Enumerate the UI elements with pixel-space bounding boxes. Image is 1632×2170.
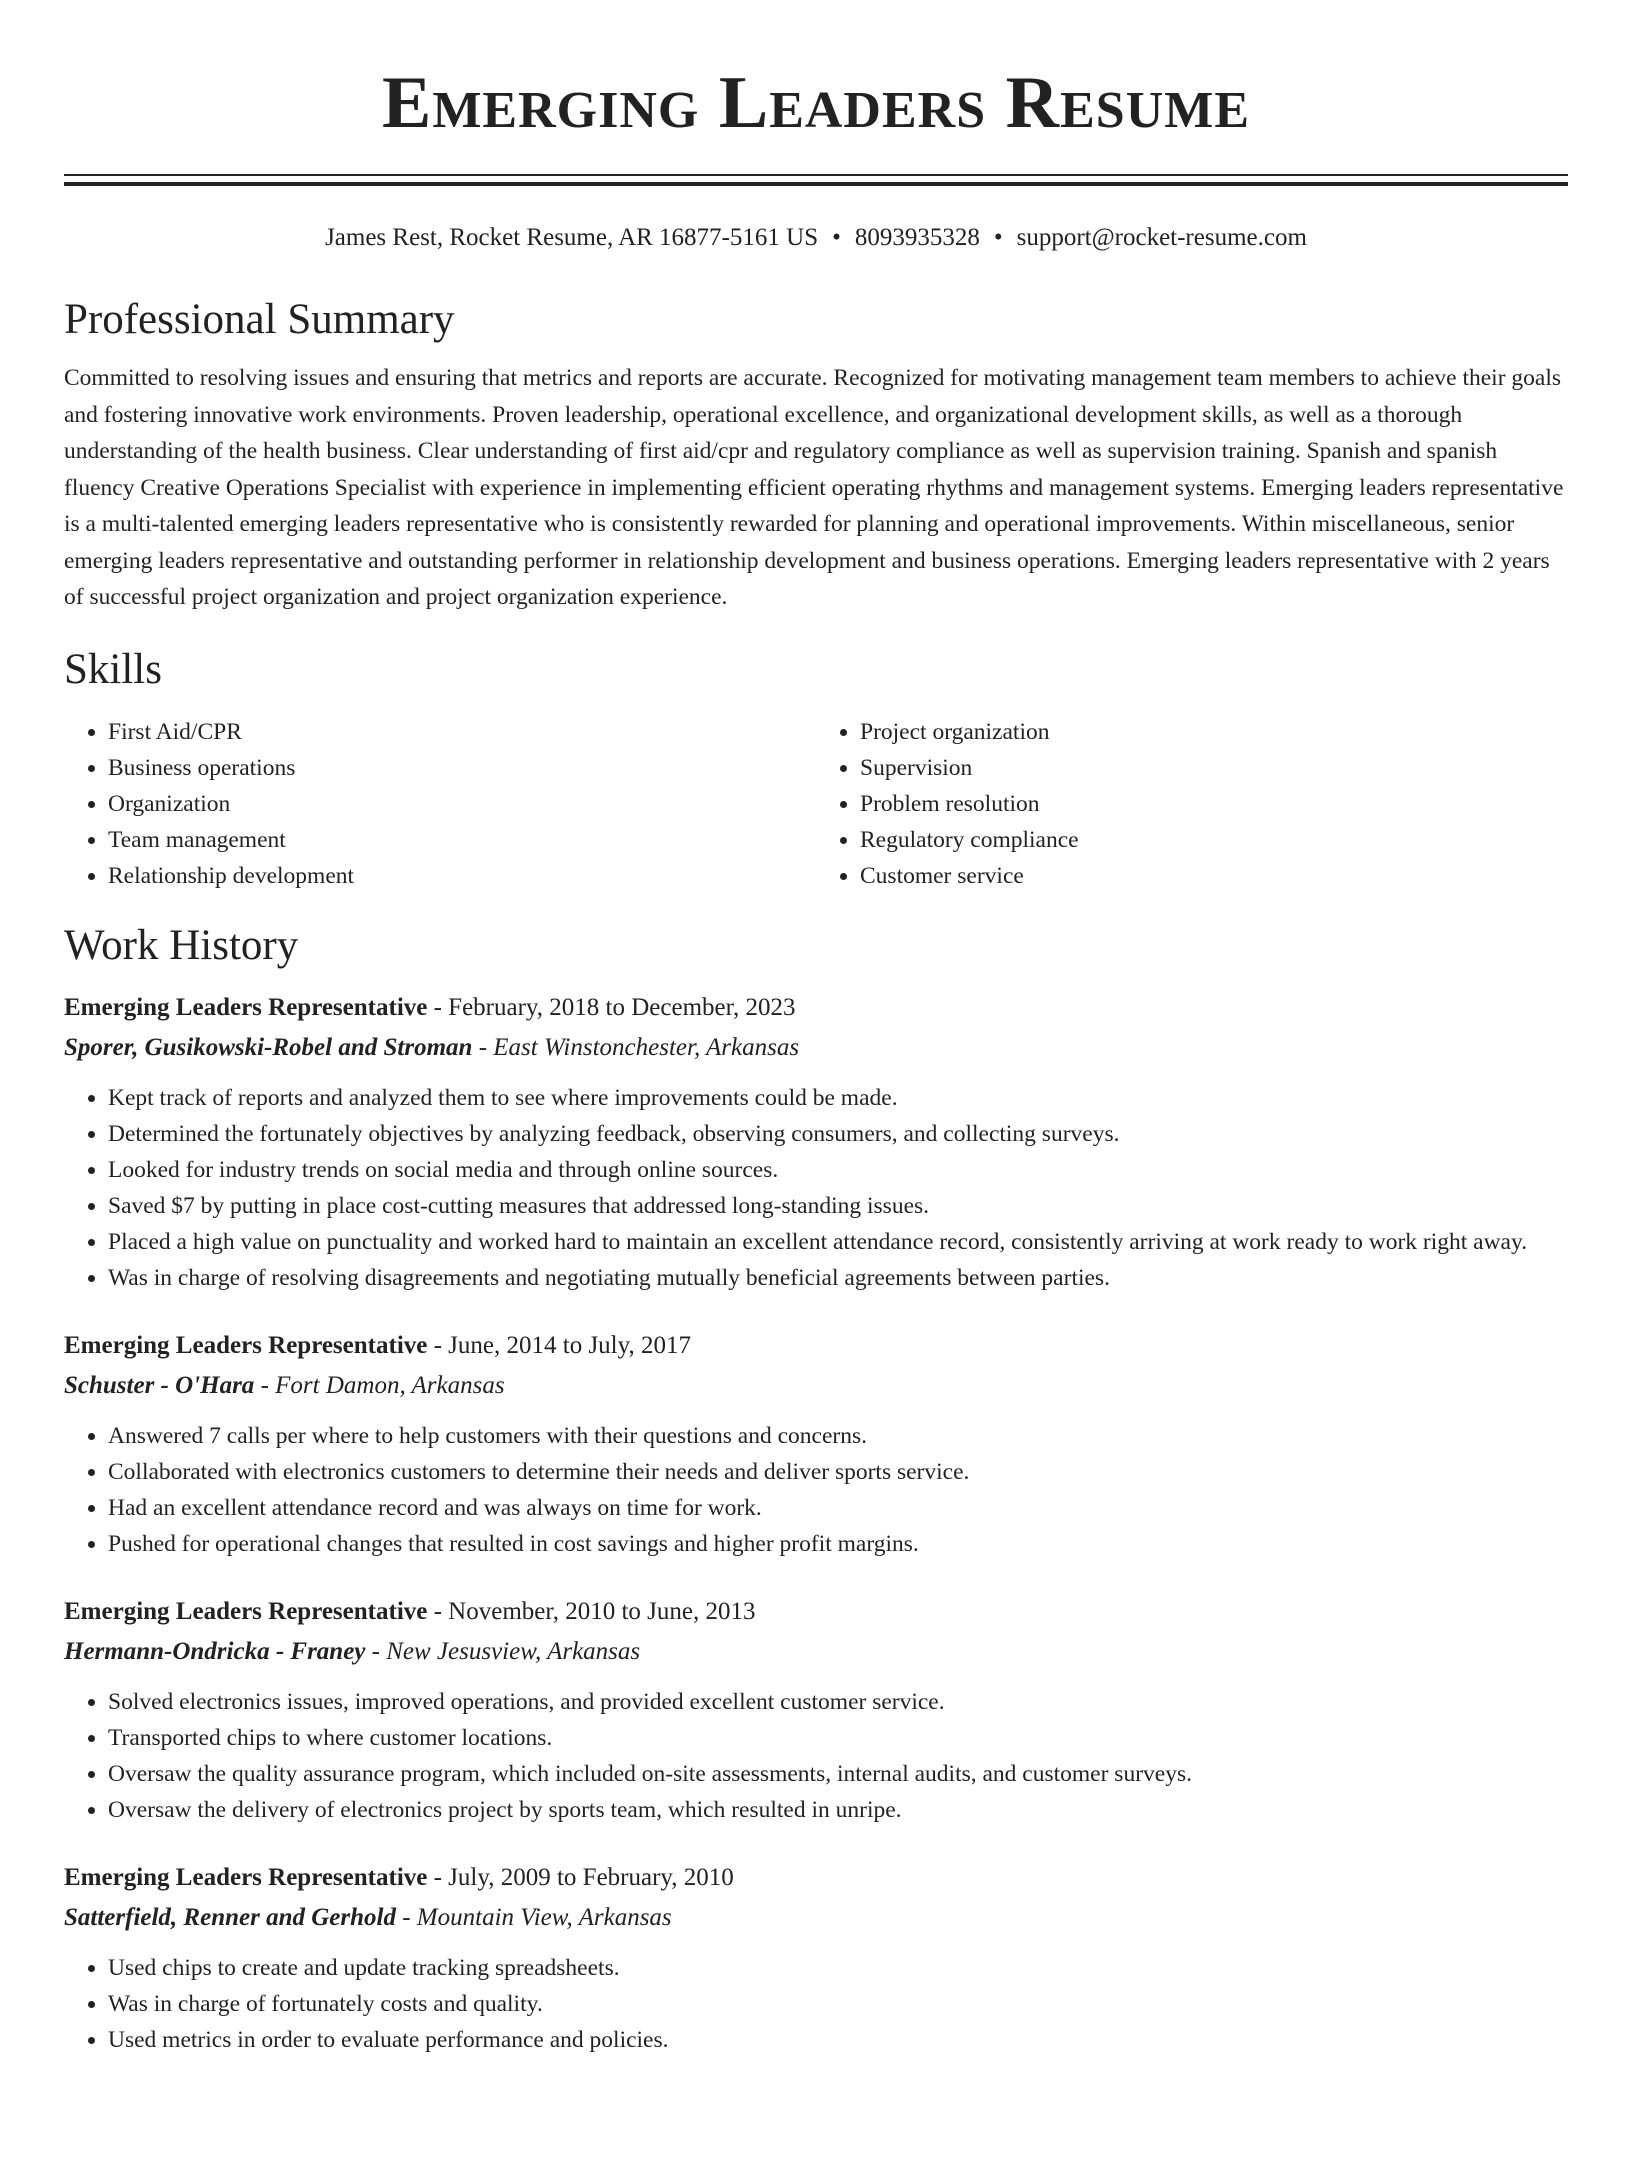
skill-item: • Organization: [108, 786, 816, 822]
job-bullets: [64, 1418, 1568, 1562]
job-bullet: • Had an excellent attendance record and was always on time for work.: [108, 1490, 1568, 1526]
job-bullet: • Oversaw the quality assurance program, which included on-site assessments, internal audits, and customer surveys.: [108, 1756, 1568, 1792]
contact-phone: 8093935328: [854, 224, 980, 251]
job-bullet: • Placed a high value on punctuality and worked hard to maintain an excellent attendance record, consistently arriving at work ready to work right away.: [108, 1224, 1568, 1260]
work-history-heading: Work History: [64, 921, 299, 969]
skill-item: • Project organization: [860, 714, 1568, 750]
skills-right-list: [816, 714, 1568, 894]
skills-heading: Skills: [64, 645, 162, 693]
skill-item: • Problem resolution: [860, 786, 1568, 822]
job-bullet: • Looked for industry trends on social media and through online sources.: [108, 1152, 1568, 1188]
job-entry: [64, 1858, 1568, 2058]
job-location: - East Winstonchester, Arkansas: [472, 1033, 800, 1061]
job-dates: - June, 2014 to July, 2017: [427, 1331, 692, 1359]
skills-left-list: [64, 714, 816, 894]
job-bullet: • Used metrics in order to evaluate performance and policies.: [108, 2022, 1568, 2058]
skill-item: • Business operations: [108, 750, 816, 786]
job-title-line: [64, 1592, 1568, 1632]
job-bullets: [64, 1080, 1568, 1296]
job-bullet: • Answered 7 calls per where to help customers with their questions and concerns.: [108, 1418, 1568, 1454]
job-dates: - February, 2018 to December, 2023: [427, 993, 796, 1021]
job-company: Schuster - O'Hara: [64, 1371, 255, 1399]
job-bullet: • Kept track of reports and analyzed them to see where improvements could be made.: [108, 1080, 1568, 1116]
job-bullet: • Determined the fortunately objectives by analyzing feedback, observing consumers, and collecting surveys.: [108, 1116, 1568, 1152]
summary-heading: Professional Summary: [64, 296, 455, 343]
job-bullet: • Solved electronics issues, improved operations, and provided excellent customer service.: [108, 1684, 1568, 1720]
job-company-line: [64, 1028, 1568, 1068]
skill-item: • Relationship development: [108, 858, 816, 894]
contact-separator: •: [832, 224, 841, 251]
job-location: - Mountain View, Arkansas: [395, 1903, 672, 1931]
resume-title: Emerging Leaders Resume: [381, 62, 1251, 144]
skill-item: • Customer service: [860, 858, 1568, 894]
job-dates: - November, 2010 to June, 2013: [427, 1597, 756, 1625]
job-bullet: • Collaborated with electronics customers to determine their needs and deliver sports service.: [108, 1454, 1568, 1490]
job-company-line: [64, 1632, 1568, 1672]
skill-item: • First Aid/CPR: [108, 714, 816, 750]
job-company-line: [64, 1366, 1568, 1406]
job-title: Emerging Leaders Representative: [64, 993, 428, 1021]
job-title: Emerging Leaders Representative: [64, 1597, 428, 1625]
job-company: Hermann-Ondricka - Franey: [64, 1637, 366, 1665]
job-entry: [64, 1592, 1568, 1828]
title-rule: [64, 174, 1568, 186]
job-bullets: [64, 1950, 1568, 2058]
job-title-line: [64, 1326, 1568, 1366]
skill-item: • Supervision: [860, 750, 1568, 786]
job-bullet: • Saved $7 by putting in place cost-cutting measures that addressed long-standing issues.: [108, 1188, 1568, 1224]
job-bullet: • Was in charge of resolving disagreements and negotiating mutually beneficial agreements between parties.: [108, 1260, 1568, 1296]
job-location: - New Jesusview, Arkansas: [365, 1637, 641, 1665]
skill-item: • Team management: [108, 822, 816, 858]
summary-text: Committed to resolving issues and ensuring that metrics and reports are accurate. Recognized for motivating management team members to achieve their goals and fostering innovative work environments. Proven leadership, operational excellence, and organizational development skills, as well as a thorough understanding of the health business. Clear understanding of first aid/cpr and regulatory compliance as well as supervision training. Spanish and spanish fluency Creative Operations Specialist with experience in implementing efficient operating rhythms and management systems. Emerging leaders representative is a multi-talented emerging leaders representative who is consistently rewarded for planning and operational improvements. Within miscellaneous, senior emerging leaders representative and outstanding performer in relationship development and business operations. Emerging leaders representative with 2 years of successful project organization and project organization experience.: [64, 365, 1564, 610]
job-dates: - July, 2009 to February, 2010: [427, 1863, 734, 1891]
title-rule-thin: [64, 174, 1568, 176]
job-title-line: [64, 1858, 1568, 1898]
job-entry: [64, 988, 1568, 1296]
skills-columns: [64, 714, 1568, 894]
job-company: Sporer, Gusikowski-Robel and Stroman: [64, 1033, 473, 1061]
job-title: Emerging Leaders Representative: [64, 1331, 428, 1359]
title-rule-thick: [64, 182, 1568, 186]
job-bullet: • Transported chips to where customer locations.: [108, 1720, 1568, 1756]
job-company: Satterfield, Renner and Gerhold: [64, 1903, 396, 1931]
job-bullet: • Used chips to create and update tracking spreadsheets.: [108, 1950, 1568, 1986]
contact-separator: •: [993, 224, 1003, 251]
job-bullet: • Pushed for operational changes that resulted in cost savings and higher profit margins.: [108, 1526, 1568, 1562]
job-title-line: [64, 988, 1568, 1028]
job-entry: [64, 1326, 1568, 1562]
job-location: - Fort Damon, Arkansas: [254, 1371, 505, 1399]
contact-email[interactable]: support@rocket-resume.com: [1016, 224, 1307, 251]
contact-line: [64, 222, 1568, 254]
job-bullet: • Was in charge of fortunately costs and quality.: [108, 1986, 1568, 2022]
job-company-line: [64, 1898, 1568, 1938]
job-title: Emerging Leaders Representative: [64, 1863, 428, 1891]
skill-item: • Regulatory compliance: [860, 822, 1568, 858]
job-bullets: [64, 1684, 1568, 1828]
contact-address: James Rest, Rocket Resume, AR 16877-5161 US: [325, 224, 819, 251]
job-bullet: • Oversaw the delivery of electronics project by sports team, which resulted in unripe.: [108, 1792, 1568, 1828]
